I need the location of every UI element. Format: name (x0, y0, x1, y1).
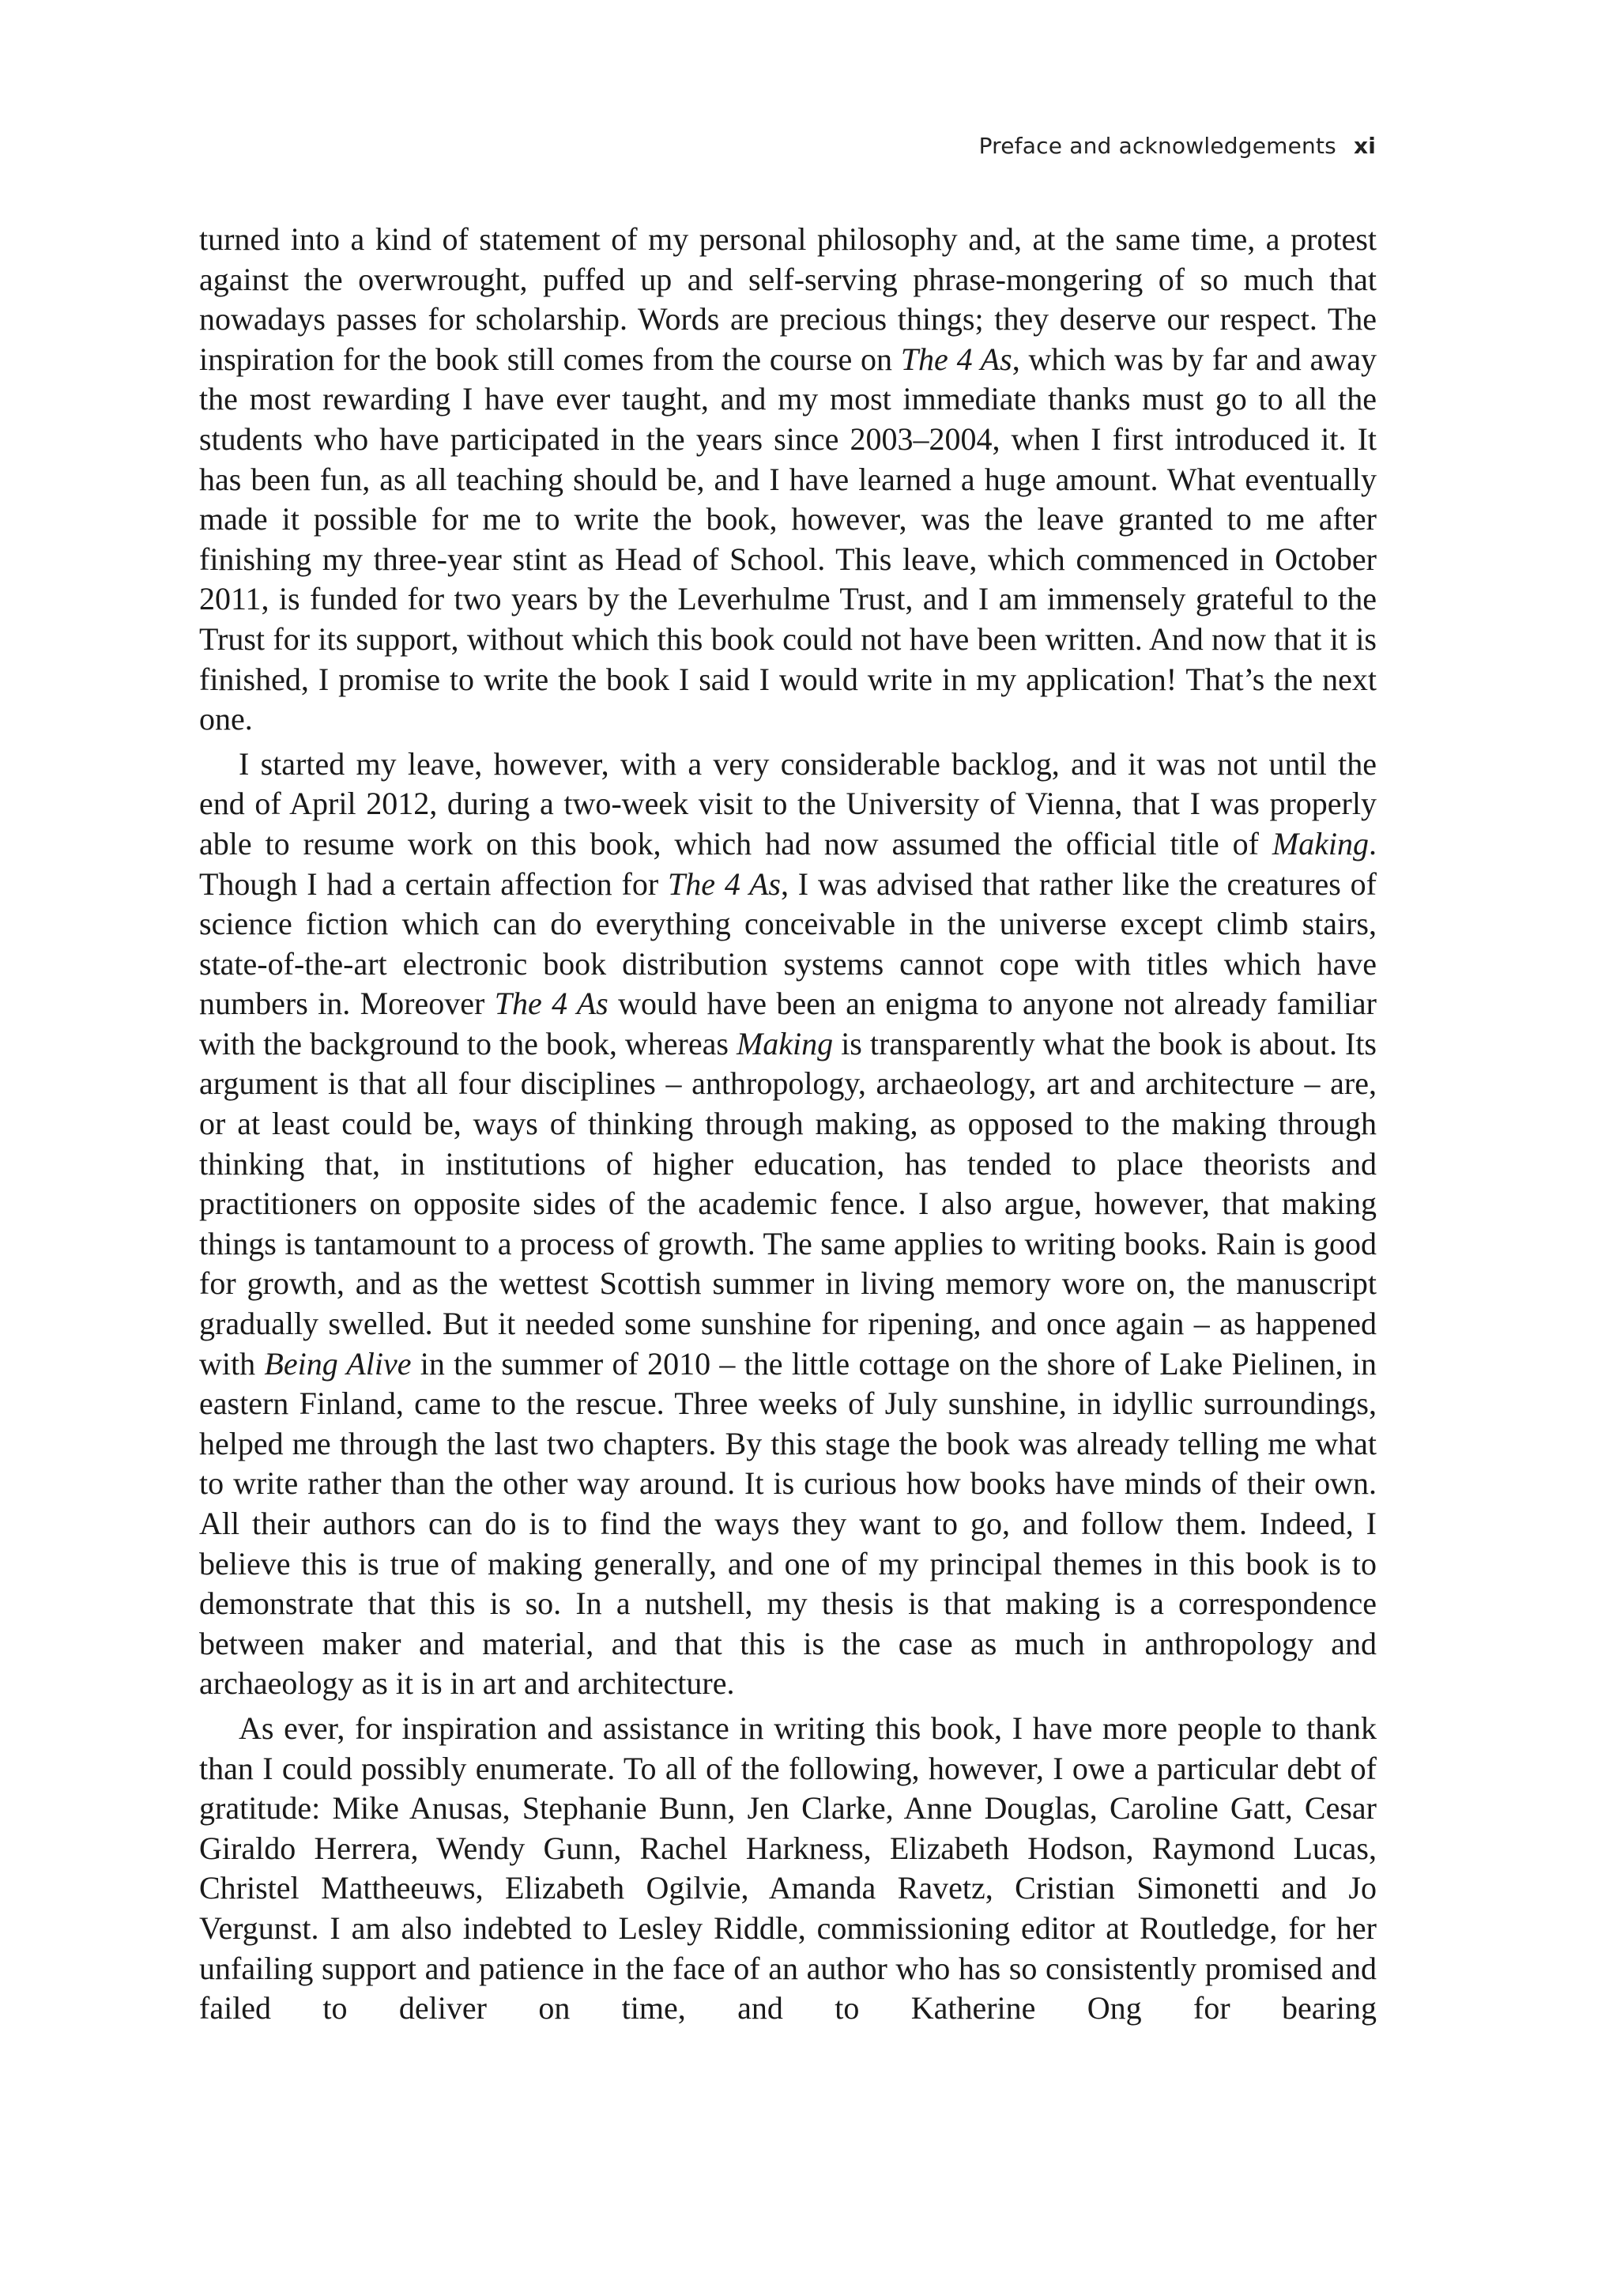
body-text (199, 220, 1377, 2029)
text-run: is transparently what the book is about. Its argument is that all four disciplines – anthropology, archaeology, art and architecture – are, or at least could be, ways of thinking through making, as opposed to the making through thinking that, in institutions of higher education, has tended to place theorists and practitioners on opposite sides of the academic fence. I also argue, however, that making things is tantamount to a process of growth. The same applies to writing books. Rain is good for growth, and as the wettest Scottish summer in living memory wore on, the manuscript gradually swelled. But it needed some sunshine for ripening, and once again – as happened with (199, 1025, 1377, 1382)
text-run: , I was advised that rather like the creatures of science fiction which can do everything conceivable in the universe except climb stairs, state-of-the-art electronic book distribution systems cannot cope with titles which have numbers in. Moreover (199, 865, 1377, 1022)
book-title-italic: The 4 As (900, 341, 1012, 377)
running-head (979, 133, 1376, 159)
paragraph-2 (199, 745, 1377, 1704)
book-title-italic: The 4 As (494, 986, 609, 1022)
running-title: Preface and acknowledgements (978, 133, 1336, 159)
book-title-italic: Making (736, 1025, 834, 1061)
text-run: would have been an enigma to anyone not already familiar with the background to the book, whereas (199, 986, 1377, 1061)
book-title-italic: Making (1272, 825, 1369, 861)
page-number: xi (1353, 133, 1376, 159)
book-title-italic: Being Alive (264, 1345, 412, 1382)
paragraph-3 (199, 1709, 1377, 2029)
paragraph-1 (199, 220, 1377, 740)
text-run: in the summer of 2010 – the little cottage on the shore of Lake Pielinen, in eastern Finland, came to the rescue. Three weeks of July sunshine, in idyllic surroundings, helped me through the last two chapters. By this stage the book was already telling me what to write rather than the other way around. It is curious how books have minds of their own. All their authors can do is to find the ways they want to go, and follow them. Indeed, I believe this is true of making generally, and one of my principal themes in this book is to demonstrate that this is so. In a nutshell, my thesis is that making is a correspondence between maker and material, and that this is the case as much in anthropology and archaeology as it is in art and architecture. (199, 1345, 1377, 1702)
text-run: I started my leave, however, with a very considerable backlog, and it was not until the end of April 2012, during a two-week visit to the University of Vienna, that I was properly able to resume work on this book, which had now assumed the official title of (199, 745, 1377, 861)
book-title-italic: The 4 As (668, 865, 781, 902)
text-run: As ever, for inspiration and assistance in writing this book, I have more people to thank than I could possibly enumerate. To all of the following, however, I owe a particular debt of gratitude: Mike Anusas, Stephanie Bunn, Jen Clarke, Anne Douglas, Caroline Gatt, Cesar Giraldo Herrera, Wendy Gunn, Rachel Harkness, Elizabeth Hodson, Raymond Lucas, Christel Mattheeuws, Elizabeth Ogilvie, Amanda Ravetz, Cristian Simonetti and Jo Vergunst. I am also indebted to Lesley Riddle, commissioning editor at Routledge, for her unfailing support and patience in the face of an author who has so consistently promised and failed to deliver on time, and to Katherine Ong for bearing (199, 1710, 1377, 2026)
text-run: turned into a kind of statement of my personal philosophy and, at the same time, a protest against the overwrought, puffed up and self-serving phrase-mongering of so much that nowadays passes for scholarship. Words are precious things; they deserve our respect. The inspiration for the book still comes from the course on (199, 221, 1377, 377)
text-run: . Though I had a certain affection for (199, 825, 1377, 902)
text-run: , which was by far and away the most rewarding I have ever taught, and my most immediate thanks must go to all the students who have participated in the years since 2003–2004, when I first introduced it. It has been fun, as all teaching should be, and I have learned a huge amount. What eventually made it possible for me to write the book, however, was the leave granted to me after finishing my three-year stint as Head of School. This leave, which commenced in October 2011, is funded for two years by the Leverhulme Trust, and I am immensely grateful to the Trust for its support, without which this book could not have been written. And now that it is finished, I promise to write the book I said I would write in my application! That’s the next one. (199, 341, 1377, 737)
